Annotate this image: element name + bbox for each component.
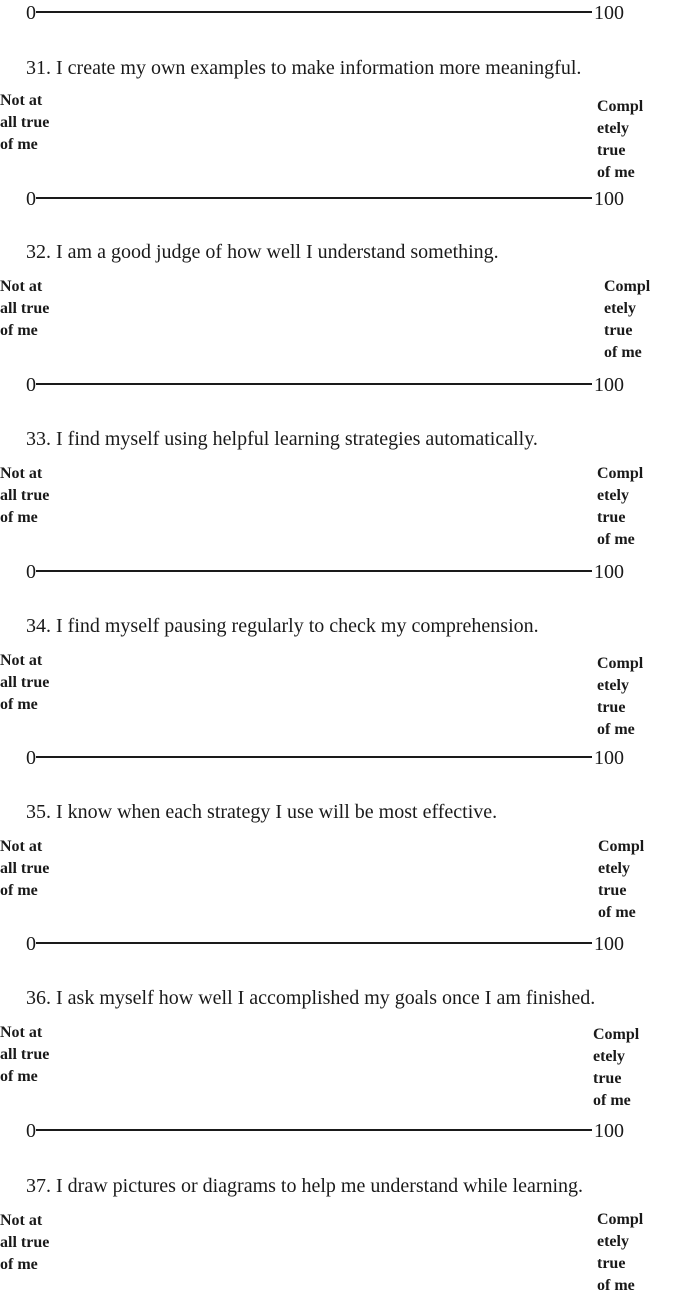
rating-slider-track[interactable] [36,570,592,572]
scale-min-label: 0 [26,374,36,396]
left-anchor-label: Not at all true of me [0,278,50,339]
rating-slider-track[interactable] [36,942,592,944]
scale-max-label: 100 [594,2,624,24]
rating-slider-track[interactable] [36,756,592,758]
question-35: 35. I know when each strategy I use will be most effective. [26,801,498,823]
right-anchor-label: Compl etely true of me [598,838,645,921]
right-anchor-label: Compl etely true of me [597,655,644,738]
rating-slider-track[interactable] [36,383,592,385]
scale-min-label: 0 [26,933,36,955]
right-anchor-label: Compl etely true of me [597,465,644,548]
scale-max-label: 100 [594,747,624,769]
scale-max-label: 100 [594,374,624,396]
question-37: 37. I draw pictures or diagrams to help me understand while learning. [26,1175,584,1197]
left-anchor-label: Not at all true of me [0,1024,50,1085]
right-anchor-label: Compl etely true of me [604,278,651,361]
rating-slider-track[interactable] [36,1129,592,1131]
scale-min-label: 0 [26,1120,36,1142]
left-anchor-label: Not at all true of me [0,652,50,713]
question-34: 34. I find myself pausing regularly to check my comprehension. [26,615,539,637]
question-31: 31. I create my own examples to make information more meaningful. [26,57,582,79]
rating-slider-track[interactable] [36,11,592,13]
scale-max-label: 100 [594,933,624,955]
question-36: 36. I ask myself how well I accomplished my goals once I am finished. [26,987,596,1009]
rating-slider-track[interactable] [36,197,592,199]
left-anchor-label: Not at all true of me [0,838,50,899]
left-anchor-label: Not at all true of me [0,1212,50,1273]
scale-min-label: 0 [26,561,36,583]
scale-max-label: 100 [594,188,624,210]
right-anchor-label: Compl etely true of me [597,98,644,181]
right-anchor-label: Compl etely true of me [597,1211,644,1294]
right-anchor-label: Compl etely true of me [593,1026,640,1109]
question-33: 33. I find myself using helpful learning strategies automatically. [26,428,538,450]
scale-max-label: 100 [594,1120,624,1142]
left-anchor-label: Not at all true of me [0,92,50,153]
scale-max-label: 100 [594,561,624,583]
scale-min-label: 0 [26,747,36,769]
scale-min-label: 0 [26,188,36,210]
left-anchor-label: Not at all true of me [0,465,50,526]
question-32: 32. I am a good judge of how well I understand something. [26,241,499,263]
scale-min-label: 0 [26,2,36,24]
